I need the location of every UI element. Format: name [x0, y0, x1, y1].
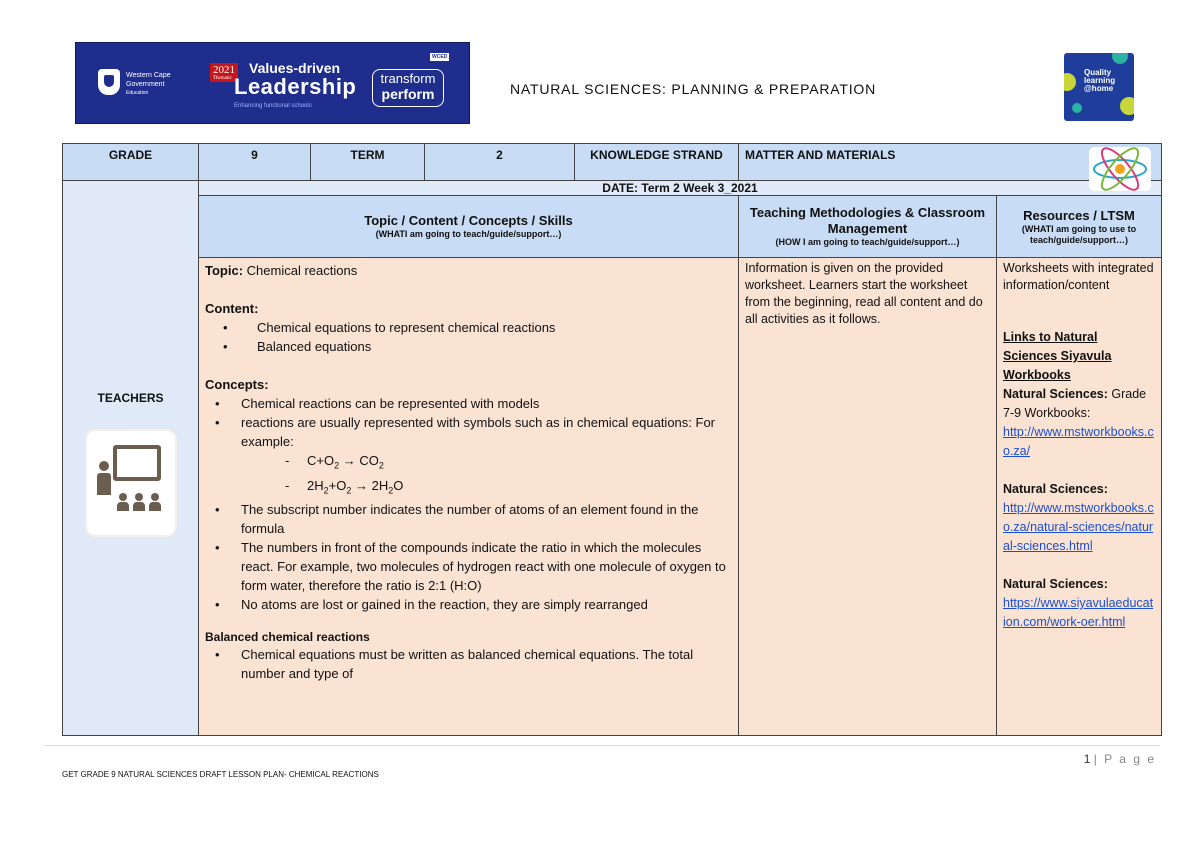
- student-shape: [149, 493, 161, 511]
- student-shape: [117, 493, 129, 511]
- methodology-cell: Information is given on the provided worksheet. Learners start the worksheet from the beginning, read all content and do all activities as it follows.: [739, 258, 997, 736]
- atom-icon: [1089, 147, 1151, 191]
- col-topic-sub: (WHATI am going to teach/guide/support…): [375, 229, 562, 239]
- decor-dot-icon: [1120, 97, 1134, 115]
- resource-ns2: Natural Sciences:: [1003, 482, 1108, 496]
- term-label: TERM: [311, 144, 425, 181]
- values-driven-text: Values-driven: [249, 60, 341, 76]
- gov-sub-text: Education: [126, 90, 149, 96]
- column-header-row: [63, 196, 1162, 258]
- page-word: | P a g e: [1093, 752, 1156, 766]
- equation-2: [205, 476, 732, 501]
- equation-1: [205, 451, 732, 476]
- gov-name-text: Western Cape Government: [126, 72, 171, 88]
- resources-cell: [997, 258, 1162, 736]
- list-item: • Chemical equations to represent chemical reactions: [205, 318, 732, 337]
- decor-dot-icon: [1072, 103, 1082, 113]
- teachers-cell: [63, 181, 199, 736]
- resource-ns1: Natural Sciences: Grade 7-9 Workbooks:: [1003, 387, 1147, 420]
- knowledge-strand-value: MATTER AND MATERIALS: [739, 144, 1162, 181]
- content-heading: [205, 299, 732, 318]
- col-resources-sub: (WHATI am going to use to teach/guide/support…): [1021, 223, 1137, 245]
- teacher-classroom-icon: [87, 431, 175, 535]
- year-text: 2021: [213, 64, 235, 76]
- resource-ns3: Natural Sciences:: [1003, 577, 1108, 591]
- page-number: [1084, 752, 1156, 766]
- topic-label: Topic:: [205, 263, 244, 278]
- grade-value: 9: [199, 144, 311, 181]
- transform-perform-logo: [372, 69, 444, 107]
- knowledge-strand-label: KNOWLEDGE STRAND: [575, 144, 739, 181]
- list-item: • Chemical reactions can be represented with models: [205, 394, 732, 413]
- government-name: [126, 71, 186, 98]
- teachers-label: TEACHERS: [97, 391, 164, 405]
- balanced-heading: [205, 629, 732, 645]
- concepts-list: [205, 394, 732, 451]
- concepts-label: Concepts:: [205, 377, 269, 392]
- col-topic-header: [199, 196, 739, 258]
- col-resources-title: Resources / LTSM: [1023, 207, 1135, 223]
- government-crest-icon: [98, 69, 120, 95]
- table-header-row: [63, 144, 1162, 181]
- topic-content-cell: [199, 258, 739, 736]
- col-resources-header: [997, 196, 1162, 258]
- page-number-value: 1: [1083, 752, 1091, 766]
- siyavula-link[interactable]: https://www.siyavulaeducation.com/work-oer.html: [1003, 596, 1154, 629]
- term-value: 2: [425, 144, 575, 181]
- col-methodology-title: Teaching Methodologies & Classroom Management: [749, 205, 986, 236]
- footer-divider: [44, 745, 1160, 746]
- quality-logo-text: [1084, 69, 1115, 93]
- mstworkbooks-link[interactable]: http://www.mstworkbooks.co.za/: [1003, 425, 1154, 458]
- list-item: • reactions are usually represented with symbols such as in chemical equations: For example:: [205, 413, 732, 451]
- content-label: Content:: [205, 301, 259, 316]
- teacher-body-shape: [97, 473, 111, 495]
- quality-line: Quality: [1084, 68, 1112, 77]
- transform-text: transform: [380, 71, 436, 86]
- learning-line: learning: [1084, 76, 1116, 85]
- perform-text: perform: [381, 86, 435, 102]
- grade-label: GRADE: [63, 144, 199, 181]
- home-line: @home: [1084, 84, 1114, 93]
- year-sub-text: Thematic: [213, 76, 232, 81]
- concepts-list-continued: [205, 500, 732, 614]
- decor-dot-icon: [1112, 53, 1128, 64]
- content-list: [205, 318, 732, 356]
- col-methodology-header: [739, 196, 997, 258]
- list-item: • Balanced equations: [205, 337, 732, 356]
- list-item: • Chemical equations must be written as balanced chemical equations. The total number and type of: [205, 645, 732, 683]
- list-item: • The subscript number indicates the number of atoms of an element found in the formula: [205, 500, 732, 538]
- natural-sciences-link[interactable]: http://www.mstworkbooks.co.za/natural-sciences/natural-sciences.html: [1003, 501, 1154, 553]
- topic-value: Chemical reactions: [243, 263, 358, 278]
- planning-table: [62, 143, 1162, 736]
- footer-document-name: GET GRADE 9 NATURAL SCIENCES DRAFT LESSON PLAN- CHEMICAL REACTIONS: [62, 770, 379, 779]
- list-item: • No atoms are lost or gained in the reaction, they are simply rearranged: [205, 595, 732, 614]
- balanced-label: Balanced chemical reactions: [205, 630, 370, 645]
- leadership-text: Leadership: [234, 74, 357, 99]
- concepts-heading: [205, 375, 732, 394]
- col-topic-title: Topic / Content / Concepts / Skills: [364, 213, 573, 228]
- date-row: [63, 181, 1162, 196]
- header-banner-logo: [75, 42, 470, 124]
- decor-dot-icon: [1064, 73, 1076, 91]
- col-methodology-sub: (HOW I am going to teach/guide/support…): [775, 237, 960, 247]
- topic-line: [205, 261, 732, 280]
- date-cell: DATE: Term 2 Week 3_2021: [199, 181, 1162, 196]
- list-item: • The numbers in front of the compounds indicate the ratio in which the molecules react. For example, two molecules of hydrogen react with one molecule of oxygen to form water, therefore the ratio is 2:1 (H:O): [205, 538, 732, 595]
- board-shape: [113, 445, 161, 481]
- tagline-text: Enhancing functional schools: [234, 103, 312, 109]
- quality-learning-logo: [1064, 53, 1134, 121]
- equation-2-text: $2H_2+O_2 \to 2H_2O$: [307, 477, 404, 496]
- teacher-head-shape: [99, 461, 109, 471]
- wced-badge: WCED: [432, 54, 448, 60]
- document-title: NATURAL SCIENCES: PLANNING & PREPARATION: [510, 81, 876, 97]
- balanced-list: [205, 645, 732, 683]
- content-row: [63, 258, 1162, 736]
- equation-1-text: $C+O_2 \to CO_2$: [307, 453, 384, 471]
- worksheets-text: Worksheets with integrated information/content: [1003, 261, 1154, 292]
- student-shape: [133, 493, 145, 511]
- links-heading: Links to Natural Sciences Siyavula Workbooks: [1003, 330, 1112, 382]
